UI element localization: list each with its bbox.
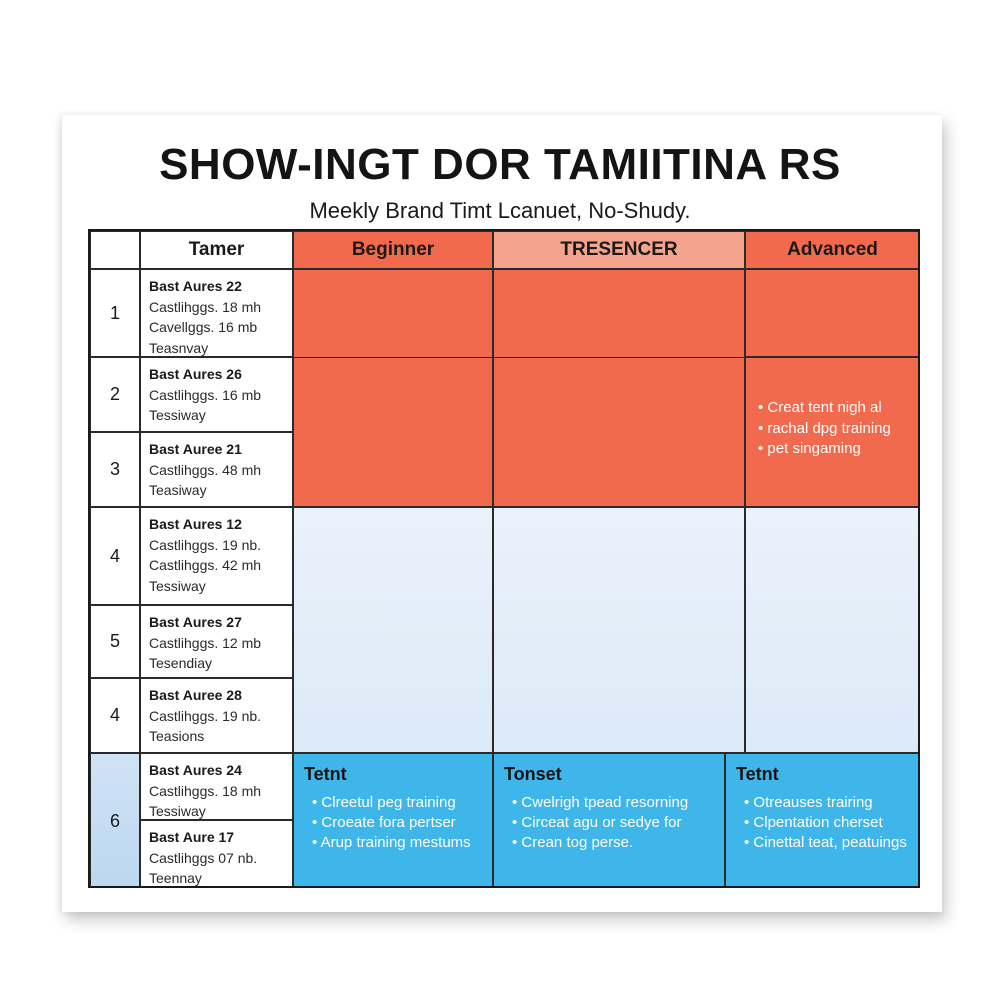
advanced-blue-block <box>745 507 920 753</box>
bottom-cell-list: • Clreetul peg training • Croeate fora pertser • Arup training mestums <box>304 793 492 853</box>
bottom-cell-beginner <box>293 753 493 888</box>
beginner-split-line <box>293 357 745 358</box>
tamer-cell: Bast Aures 26 Castlihggs. 16 mb Tessiway <box>140 357 293 432</box>
row-number: 4 <box>90 678 140 753</box>
tamer-cell: Bast Auree 28 Castlihggs. 19 nb. Teasions <box>140 678 293 753</box>
corner-cell <box>90 231 140 269</box>
tamer-cell: Bast Aures 22 Castlihggs. 18 mh Cavellggs. 16 mb Teasnvay <box>140 269 293 357</box>
advanced-block <box>745 357 920 507</box>
tamer-cell: Bast Auree 21 Castlihggs. 48 mh Teasiway <box>140 432 293 507</box>
intermediate-block <box>493 269 745 507</box>
row-number: 1 <box>90 269 140 357</box>
beginner-blue-block <box>293 507 493 753</box>
bottom-cell-intermediate <box>493 753 725 888</box>
tamer-cell: Bast Aures 24 Castlihggs. 18 mh Tessiway <box>140 753 293 820</box>
row-number: 4 <box>90 507 140 605</box>
header-tamer: Tamer <box>140 231 293 269</box>
bottom-cell-title: Tetnt <box>304 764 347 784</box>
beginner-block <box>293 269 493 507</box>
row-number: 5 <box>90 605 140 678</box>
bottom-cell-advanced <box>725 753 920 888</box>
header-intermediate: TRESENCER <box>493 231 745 269</box>
tamer-cell: Bast Aures 12 Castlihggs. 19 nb. Castlihggs. 42 mh Tessiway <box>140 507 293 605</box>
schedule-table <box>88 229 920 888</box>
bottom-cell-title: Tonset <box>504 764 562 784</box>
header-advanced: Advanced <box>745 231 920 269</box>
advanced-note: • Creat tent nigh al • rachal dpg training • pet singaming <box>758 398 891 460</box>
intermediate-blue-block <box>493 507 745 753</box>
page-title: SHOW-INGT DOR TAMIITINA RS <box>159 140 841 189</box>
tamer-cell: Bast Aure 17 Castlihggs 07 nb. Teennay <box>140 820 293 888</box>
bottom-cell-title: Tetnt <box>736 764 779 784</box>
advanced-block-top <box>745 269 920 357</box>
row-number: 2 <box>90 357 140 432</box>
tamer-cell: Bast Aures 27 Castlihggs. 12 mb Tesendiay <box>140 605 293 678</box>
row-number: 3 <box>90 432 140 507</box>
page-subtitle: Meekly Brand Timt Lcanuet, No-Shudy. <box>309 198 691 223</box>
row-number: 6 <box>90 753 140 888</box>
header-beginner: Beginner <box>293 231 493 269</box>
bottom-cell-list: • Otreauses trairing • Clpentation cherset • Cinettal teat, peatuings <box>736 793 919 853</box>
bottom-cell-list: • Cwelrigh tpead resorning • Circeat agu or sedye for • Crean tog perse. <box>504 793 724 853</box>
